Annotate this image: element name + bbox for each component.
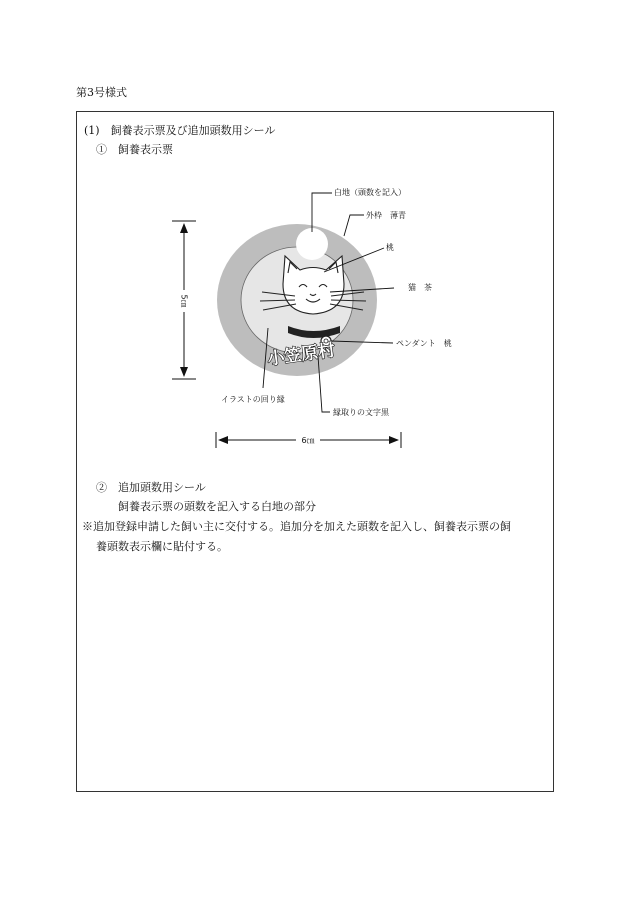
label-height: 5㎝ bbox=[179, 294, 189, 308]
label-width: 6㎝ bbox=[301, 436, 315, 445]
label-peach: 桃 bbox=[386, 243, 394, 252]
section2-note-line2: 養頭数表示欄に貼付する。 bbox=[96, 540, 228, 553]
village-name: 小笠原村 bbox=[266, 340, 337, 370]
section1-heading: (1) 飼養表示票及び追加頭数用シール bbox=[84, 124, 276, 137]
arrow-down-icon bbox=[180, 367, 188, 377]
label-outer-frame: 外枠 薄青 bbox=[366, 211, 406, 220]
white-area bbox=[296, 228, 328, 260]
arrow-up-icon bbox=[180, 223, 188, 233]
section2-desc: 飼養表示票の頭数を記入する白地の部分 bbox=[118, 500, 316, 513]
label-text-color: 縁取りの文字黒 bbox=[333, 408, 389, 417]
label-illust-border: イラストの回り縁 bbox=[221, 395, 285, 404]
label-pendant: ペンダント 桃 bbox=[396, 339, 452, 348]
section1-sub: ① 飼養表示票 bbox=[96, 143, 173, 156]
arrow-right-icon bbox=[389, 436, 399, 444]
arrow-left-icon bbox=[218, 436, 228, 444]
form-number: 第3号様式 bbox=[76, 86, 127, 99]
section2-note-line1: ※追加登録申請した飼い主に交付する。追加分を加えた頭数を記入し、飼養表示票の飼 bbox=[82, 520, 511, 533]
section2-sub: ② 追加頭数用シール bbox=[96, 481, 206, 494]
label-white-area: 白地（頭数を記入） bbox=[334, 188, 406, 197]
label-cat: 猫 茶 bbox=[408, 283, 432, 292]
